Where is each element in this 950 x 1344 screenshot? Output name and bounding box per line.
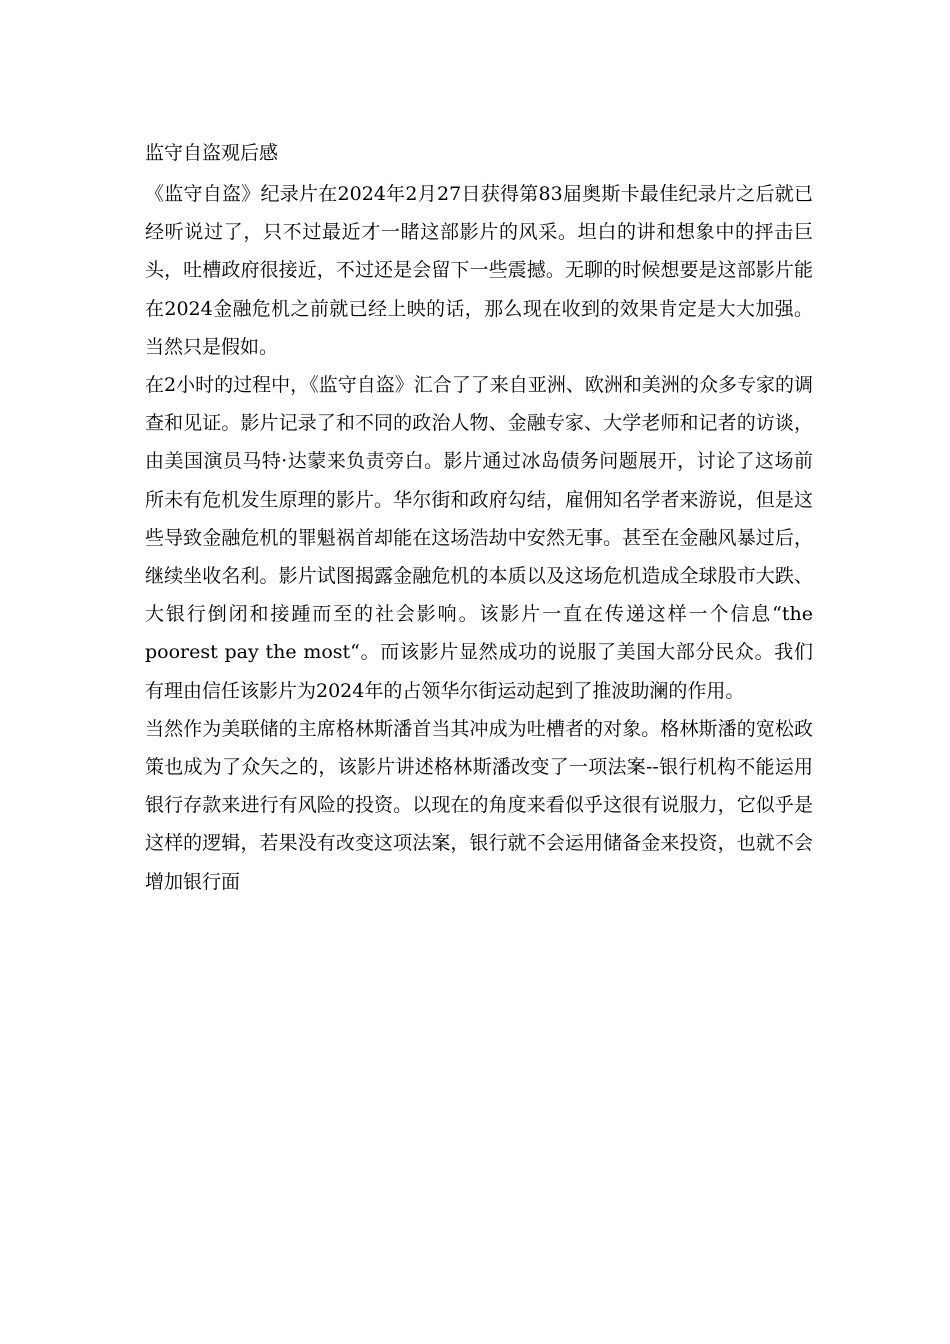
paragraph-intro: 《监守自盗》纪录片在2024年2月27日获得第83届奥斯卡最佳纪录片之后就已经听说过了，只不过最近才一睹这部影片的风采。坦白的讲和想象中的抨击巨头，吐槽政府很接近，不过还是会留下一些震撼。无聊的时候想要是这部影片能在2024金融危机之前就已经上映的话，那么现在收到的效果肯定是大大加强。当然只是假如。 <box>145 183 813 358</box>
paragraph-greenspan: 当然作为美联储的主席格林斯潘首当其冲成为吐槽者的对象。格林斯潘的宽松政策也成为了众矢之的，该影片讲述格林斯潘改变了一项法案--银行机构不能运用银行存款来进行有风险的投资。以现在的角度来看似乎这很有说服力，它似乎是这样的逻辑，若果没有改变这项法案，银行就不会运用储备金来投资，也就不会增加银行面 <box>145 717 813 893</box>
document-title: 监守自盗观后感 <box>145 142 279 164</box>
document-body <box>145 136 813 901</box>
paragraph-summary: 在2小时的过程中，《监守自盗》汇合了了来自亚洲、欧洲和美洲的众多专家的调查和见证。影片记录了和不同的政治人物、金融专家、大学老师和记者的访谈，由美国演员马特·达蒙来负责旁白。影片通过冰岛债务问题展开，讨论了这场前所未有危机发生原理的影片。华尔街和政府勾结，雇佣知名学者来游说，但是这些导致金融危机的罪魁祸首却能在这场浩劫中安然无事。甚至在金融风暴过后，继续坐收名利。影片试图揭露金融危机的本质以及这场危机造成全球股市大跌、大银行倒闭和接踵而至的社会影响。该影片一直在传递这样一个信息“the poorest pay the most“。而该影片显然成功的说服了美国大部分民众。我们有理由信任该影片为2024年的占领华尔街运动起到了推波助澜的作用。 <box>145 374 813 702</box>
